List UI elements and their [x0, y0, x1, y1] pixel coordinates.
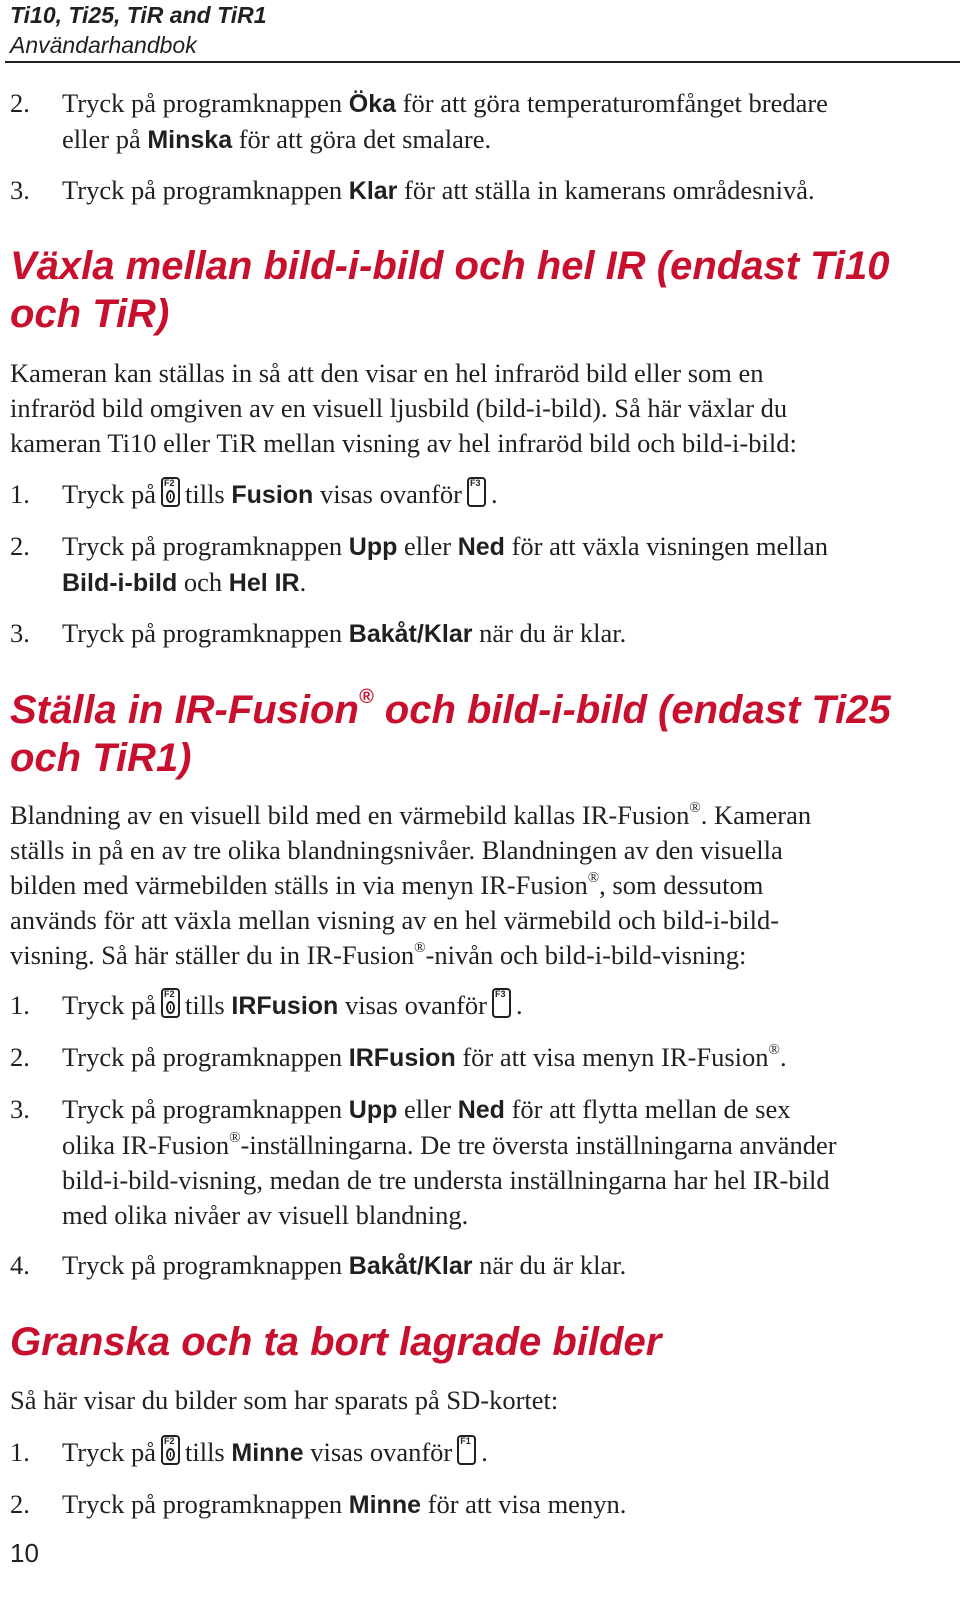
f2-key-icon: F2 [161, 477, 180, 507]
header-title: Ti10, Ti25, TiR and TiR1 [10, 2, 267, 28]
list-item: 3. Tryck på programknappen Klar för att ställa in kamerans områdesnivå. [10, 175, 815, 205]
section-intro: Så här visar du bilder som har sparats på SD-kortet: [10, 1385, 559, 1415]
section-heading: Granska och ta bort lagrade bilder [10, 1320, 662, 1364]
list-item: 2. Tryck på programknappen Minne för att visa menyn. [10, 1489, 627, 1519]
list-item: 2. Tryck på programknappen IRFusion för att visa menyn IR-Fusion®. [10, 1042, 787, 1072]
running-header [10, 0, 960, 60]
f3-key-icon: F3 [492, 988, 511, 1018]
section-heading: Ställa in IR-Fusion® och bild-i-bild (endast Ti25 och TiR1) [10, 686, 891, 780]
f1-key-icon: F1 [457, 1435, 476, 1465]
header-divider [5, 61, 960, 63]
list-item: 1. Tryck på F2 tills Minne visas ovanför F1 . [10, 1436, 488, 1467]
list-item: 1. Tryck på F2 tills Fusion visas ovanför F3 . [10, 478, 498, 509]
list-item: 4. Tryck på programknappen Bakåt/Klar när du är klar. [10, 1250, 627, 1280]
f3-key-icon: F3 [467, 477, 486, 507]
list-item: 3. Tryck på programknappen Bakåt/Klar när du är klar. [10, 618, 627, 648]
f2-key-icon: F2 [161, 1435, 180, 1465]
section-intro: Blandning av en visuell bild med en värmebild kallas IR-Fusion®. Kameran ställs in på en av tre olika blandningsnivåer. Blandningen av den visuella bilden med värmebilden ställs in via menyn IR-Fusion®, som dessutom används för att växla mellan visning av en hel värmebild och bild-i-bild- visning. Så här ställer du in IR-Fusion®-nivån och bild-i-bild-visning: [10, 800, 812, 970]
page-number: 10 [10, 1538, 39, 1568]
section-heading: Växla mellan bild-i-bild och hel IR (endast Ti10 och TiR) [10, 244, 890, 336]
list-item: 1. Tryck på F2 tills IRFusion visas ovanför F3 . [10, 989, 523, 1020]
header-subtitle: Användarhandbok [10, 32, 197, 58]
list-item: 3. Tryck på programknappen Upp eller Ned för att flytta mellan de sex olika IR-Fusion®-inställningarna. De tre översta inställningarna använder bild-i-bild-visning, medan de tre understa inställningarna har hel IR-bild med olika nivåer av visuell blandning. [10, 1094, 837, 1230]
f2-key-icon: F2 [161, 988, 180, 1018]
list-item: 2. Tryck på programknappen Öka för att göra temperaturomfånget bredare eller på Minska för att göra det smalare. [10, 88, 828, 154]
list-item: 2. Tryck på programknappen Upp eller Ned för att växla visningen mellan Bild-i-bild och Hel IR. [10, 531, 829, 597]
section-intro: Kameran kan ställas in så att den visar en hel infraröd bild eller som en infraröd bild omgiven av en visuell ljusbild (bild-i-bild). Så här växlar du kameran Ti10 eller TiR mellan visning av hel infraröd bild och bild-i-bild: [10, 358, 797, 458]
